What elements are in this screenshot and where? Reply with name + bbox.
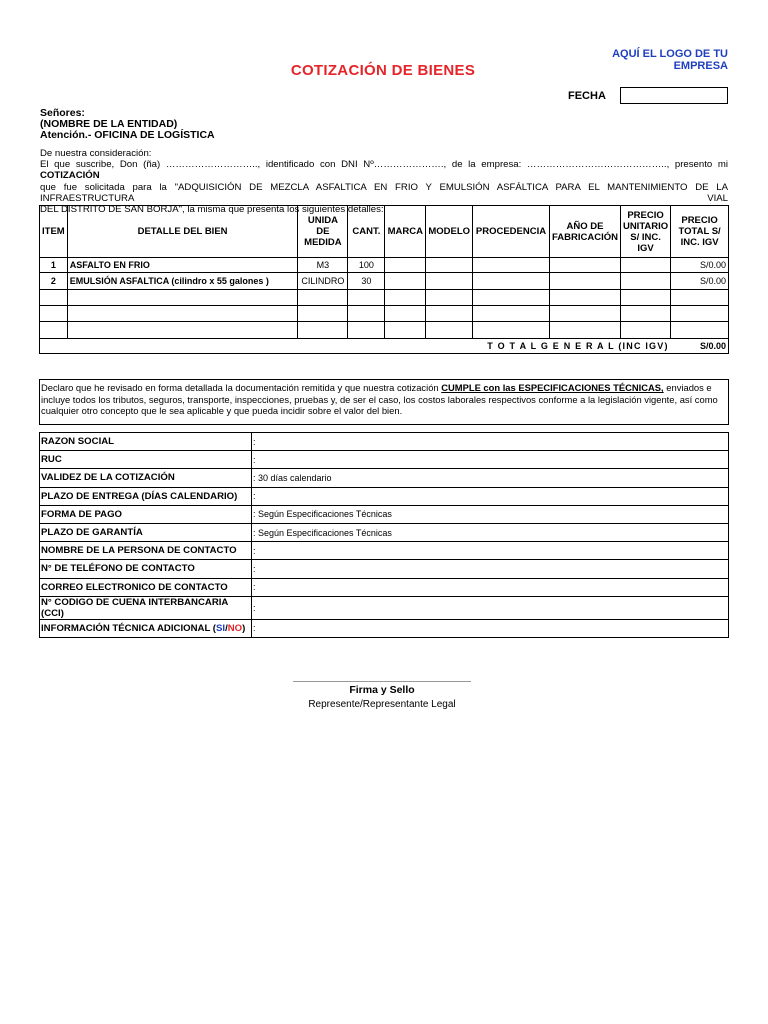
cell-unidad: CILINDRO	[298, 273, 348, 290]
cell-procedencia[interactable]	[473, 273, 550, 290]
info-value[interactable]: : 30 días calendario	[252, 469, 729, 487]
info-label: CORREO ELECTRONICO DE CONTACTO	[40, 578, 252, 596]
info-value[interactable]: : Según Especificaciones Técnicas	[252, 505, 729, 523]
info-row-info-tecnica	[40, 619, 729, 637]
cell-precio-unitario[interactable]	[620, 273, 670, 290]
cell-precio-total: S/0.00	[671, 273, 729, 290]
declaration-cumple: CUMPLE con las ESPECIFICACIONES TÉCNICAS,	[441, 382, 664, 393]
cell-unidad: M3	[298, 258, 348, 273]
cell-precio-total: S/0.00	[671, 258, 729, 273]
col-unidad: UNIDA DE MEDIDA	[298, 206, 348, 258]
col-marca: MARCA	[385, 206, 426, 258]
cell-anio[interactable]	[549, 273, 620, 290]
intro-line1-text: El que suscribe, Don (ña) ……………………….., identificado con DNI Nº…………………., de la empresa: …………………………………….., presento mi	[40, 159, 728, 171]
info-row-correo	[40, 578, 729, 596]
info-value[interactable]: : Según Especificaciones Técnicas	[252, 523, 729, 541]
cell-item: 1	[40, 258, 68, 273]
addressee-atencion: Atención.- OFICINA DE LOGÍSTICA	[40, 129, 215, 141]
info-value[interactable]: :	[252, 619, 729, 637]
info-label	[40, 619, 252, 637]
info-value[interactable]: :	[252, 487, 729, 505]
table-row	[40, 273, 729, 290]
page-title: COTIZACIÓN DE BIENES	[290, 62, 476, 79]
no-option: NO	[227, 622, 243, 634]
info-tecnica-close: )	[242, 622, 246, 634]
info-row-validez	[40, 469, 729, 487]
col-procedencia: PROCEDENCIA	[473, 206, 550, 258]
info-row-plazo-garantia	[40, 523, 729, 541]
fecha-field[interactable]	[620, 87, 728, 104]
table-row-empty	[40, 290, 729, 306]
total-label: T O T A L G E N E R A L (INC IGV)	[67, 339, 670, 354]
cell-cant: 100	[348, 258, 385, 273]
info-value[interactable]: :	[252, 560, 729, 578]
table-row-empty	[40, 322, 729, 339]
representative-label: Represente/Representante Legal	[308, 699, 456, 710]
items-header-row	[40, 206, 729, 258]
info-label: PLAZO DE GARANTÍA	[40, 523, 252, 541]
addressee-entidad: (NOMBRE DE LA ENTIDAD)	[40, 118, 178, 130]
info-row-telefono	[40, 560, 729, 578]
info-value[interactable]: :	[252, 451, 729, 469]
si-no-separator: /	[225, 622, 228, 634]
intro-line1	[40, 159, 728, 181]
info-label: VALIDEZ DE LA COTIZACIÓN	[40, 469, 252, 487]
col-anio: AÑO DE FABRICACIÓN	[549, 206, 620, 258]
signature-line	[293, 681, 471, 682]
col-precio-total: PRECIO TOTAL S/ INC. IGV	[671, 206, 729, 258]
info-tecnica-label: INFORMACIÓN TÉCNICA ADICIONAL (	[41, 622, 216, 634]
info-label: PLAZO DE ENTREGA (DÍAS CALENDARIO)	[40, 487, 252, 505]
declaration-text-a: Declaro que he revisado en forma detallada la documentación remitida y que nuestra cotización	[41, 382, 442, 393]
declaration-text-b: enviados e incluye todos los tributos, seguros, transporte, inspecciones, pruebas y, de ser el caso, los costos laborales respectivos conforme a la legislación vigente, así como cualquier otro concepto que le sea aplicable y que pueda incidir sobre el valor del bien.	[41, 382, 718, 416]
info-label: NOMBRE DE LA PERSONA DE CONTACTO	[40, 542, 252, 560]
table-row	[40, 258, 729, 273]
info-label: FORMA DE PAGO	[40, 505, 252, 523]
fecha-label: FECHA	[568, 90, 606, 102]
logo-placeholder: AQUÍ EL LOGO DE TU EMPRESA	[612, 48, 728, 72]
cell-marca[interactable]	[385, 258, 426, 273]
info-value[interactable]: :	[252, 578, 729, 596]
cell-marca[interactable]	[385, 273, 426, 290]
cell-item: 2	[40, 273, 68, 290]
info-row-cci	[40, 596, 729, 619]
info-label: RUC	[40, 451, 252, 469]
info-row-plazo-entrega	[40, 487, 729, 505]
col-modelo: MODELO	[426, 206, 473, 258]
cell-modelo[interactable]	[426, 273, 473, 290]
info-row-contacto	[40, 542, 729, 560]
total-value: S/0.00	[671, 339, 729, 354]
info-value[interactable]: :	[252, 433, 729, 451]
col-precio-unitario: PRECIO UNITARIO S/ INC. IGV	[620, 206, 670, 258]
cell-cant: 30	[348, 273, 385, 290]
declaration-box	[39, 379, 729, 425]
cell-procedencia[interactable]	[473, 258, 550, 273]
cell-precio-unitario[interactable]	[620, 258, 670, 273]
total-row	[40, 339, 729, 354]
cell-detalle: ASFALTO EN FRIO	[67, 258, 298, 273]
cell-detalle: EMULSIÓN ASFALTICA (cilindro x 55 galones )	[67, 273, 298, 290]
items-table	[39, 205, 729, 354]
signature-label: Firma y Sello	[349, 684, 415, 696]
col-item: ITEM	[40, 206, 68, 258]
col-detalle: DETALLE DEL BIEN	[67, 206, 298, 258]
intro-line3: DEL DISTRITO DE SAN BORJA", la misma que presenta los siguientes detalles:	[40, 204, 384, 216]
col-cant: CANT.	[348, 206, 385, 258]
table-row-empty	[40, 306, 729, 322]
intro-greeting: De nuestra consideración:	[40, 148, 152, 159]
info-label: N° DE TELÉFONO DE CONTACTO	[40, 560, 252, 578]
si-option: SI	[216, 622, 226, 634]
intro-cotizacion-bold: COTIZACIÓN	[40, 170, 100, 182]
info-row-ruc	[40, 451, 729, 469]
intro-line2: que fue solicitada para la "ADQUISICIÓN DE MEZCLA ASFALTICA EN FRIO Y EMULSIÓN ASFÁLTICA PARA EL MANTENIMIENTO DE LA INFRAESTRUCTURA VIAL	[40, 181, 728, 204]
addressee-senores: Señores:	[40, 107, 85, 119]
info-row-forma-pago	[40, 505, 729, 523]
info-value[interactable]: :	[252, 542, 729, 560]
info-label: N° CODIGO DE CUENA INTERBANCARIA (CCI)	[40, 596, 252, 619]
supplier-info-table	[39, 432, 729, 638]
info-label: RAZON SOCIAL	[40, 433, 252, 451]
cell-modelo[interactable]	[426, 258, 473, 273]
info-row-razon-social	[40, 433, 729, 451]
info-value[interactable]: :	[252, 596, 729, 619]
cell-anio[interactable]	[549, 258, 620, 273]
